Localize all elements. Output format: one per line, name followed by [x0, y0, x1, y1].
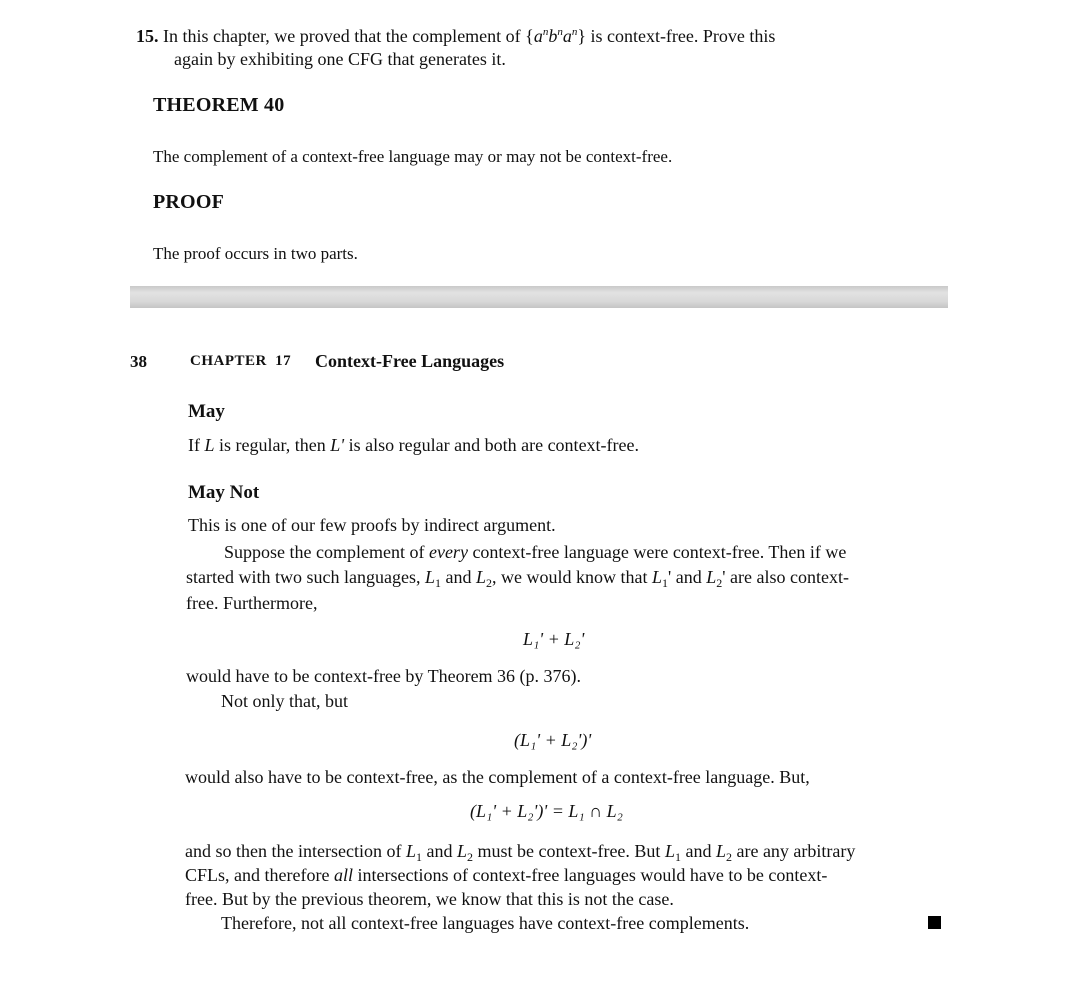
may-not-title: May Not — [188, 482, 260, 503]
page-separator — [130, 286, 948, 308]
qed-square-icon — [928, 916, 941, 929]
chapter-number: 17 — [275, 353, 292, 369]
proof-intro: The proof occurs in two parts. — [153, 244, 358, 263]
theorem-title: THEOREM 40 — [153, 94, 285, 116]
para-8: and so then the intersection of $L_1$ and $L_2$ must be context-free. But $L_1$ and $L_2$ are any arbitrary — [185, 841, 856, 864]
equation-1: L₁' + L₂' — [523, 629, 585, 649]
para-1: This is one of our few proofs by indirect argument. — [188, 515, 556, 535]
para-6: Not only that, but — [221, 691, 348, 711]
equation-3: (L₁' + L₂')' = L₁ ∩ L₂ — [470, 801, 623, 821]
para-4: free. Furthermore, — [186, 593, 318, 613]
set-close: } — [577, 26, 586, 46]
equation-2: (L₁' + L₂')' — [514, 730, 592, 750]
para-9: CFLs, and therefore all intersections of context-free languages would have to be context- — [185, 865, 828, 885]
para-11: Therefore, not all context-free languages have context-free complements. — [221, 913, 750, 933]
chapter-title: Context-Free Languages — [315, 351, 505, 371]
page-number-fragment: 38 — [130, 352, 147, 371]
exp-n: n — [542, 26, 549, 38]
proof-title: PROOF — [153, 191, 224, 213]
exercise-text-b: is context-free. Prove this — [590, 26, 776, 46]
para-7: would also have to be context-free, as the complement of a context-free language. But, — [185, 767, 810, 787]
exercise-line-2: again by exhibiting one CFG that generates it. — [174, 49, 506, 69]
var-a: a — [533, 26, 543, 46]
para-5: would have to be context-free by Theorem 36 (p. 376). — [186, 666, 582, 686]
exercise-number: 15. — [136, 26, 159, 46]
para-2: Suppose the complement of every context-free language were context-free. Then if we — [224, 542, 847, 562]
may-text: If L is regular, then L' is also regular and both are context-free. — [188, 435, 640, 455]
set-open: { — [525, 26, 534, 46]
exercise-text-a: In this chapter, we proved that the complement of — [163, 26, 521, 46]
chapter-word: CHAPTER — [190, 353, 267, 369]
exp-n: n — [557, 26, 563, 38]
theorem-statement: The complement of a context-free language may or may not be context-free. — [153, 147, 673, 166]
var-a: a — [562, 26, 572, 46]
para-3: started with two such languages, $L_1$ and $L_2$, we would know that $L_1'$ and $L_2'$ are also context- — [186, 567, 849, 590]
exercise-15 — [136, 20, 775, 48]
chapter-label — [190, 353, 291, 370]
exp-n: n — [571, 26, 578, 38]
may-title: May — [188, 401, 225, 422]
var-b: b — [548, 26, 558, 46]
para-10: free. But by the previous theorem, we know that this is not the case. — [185, 889, 674, 909]
